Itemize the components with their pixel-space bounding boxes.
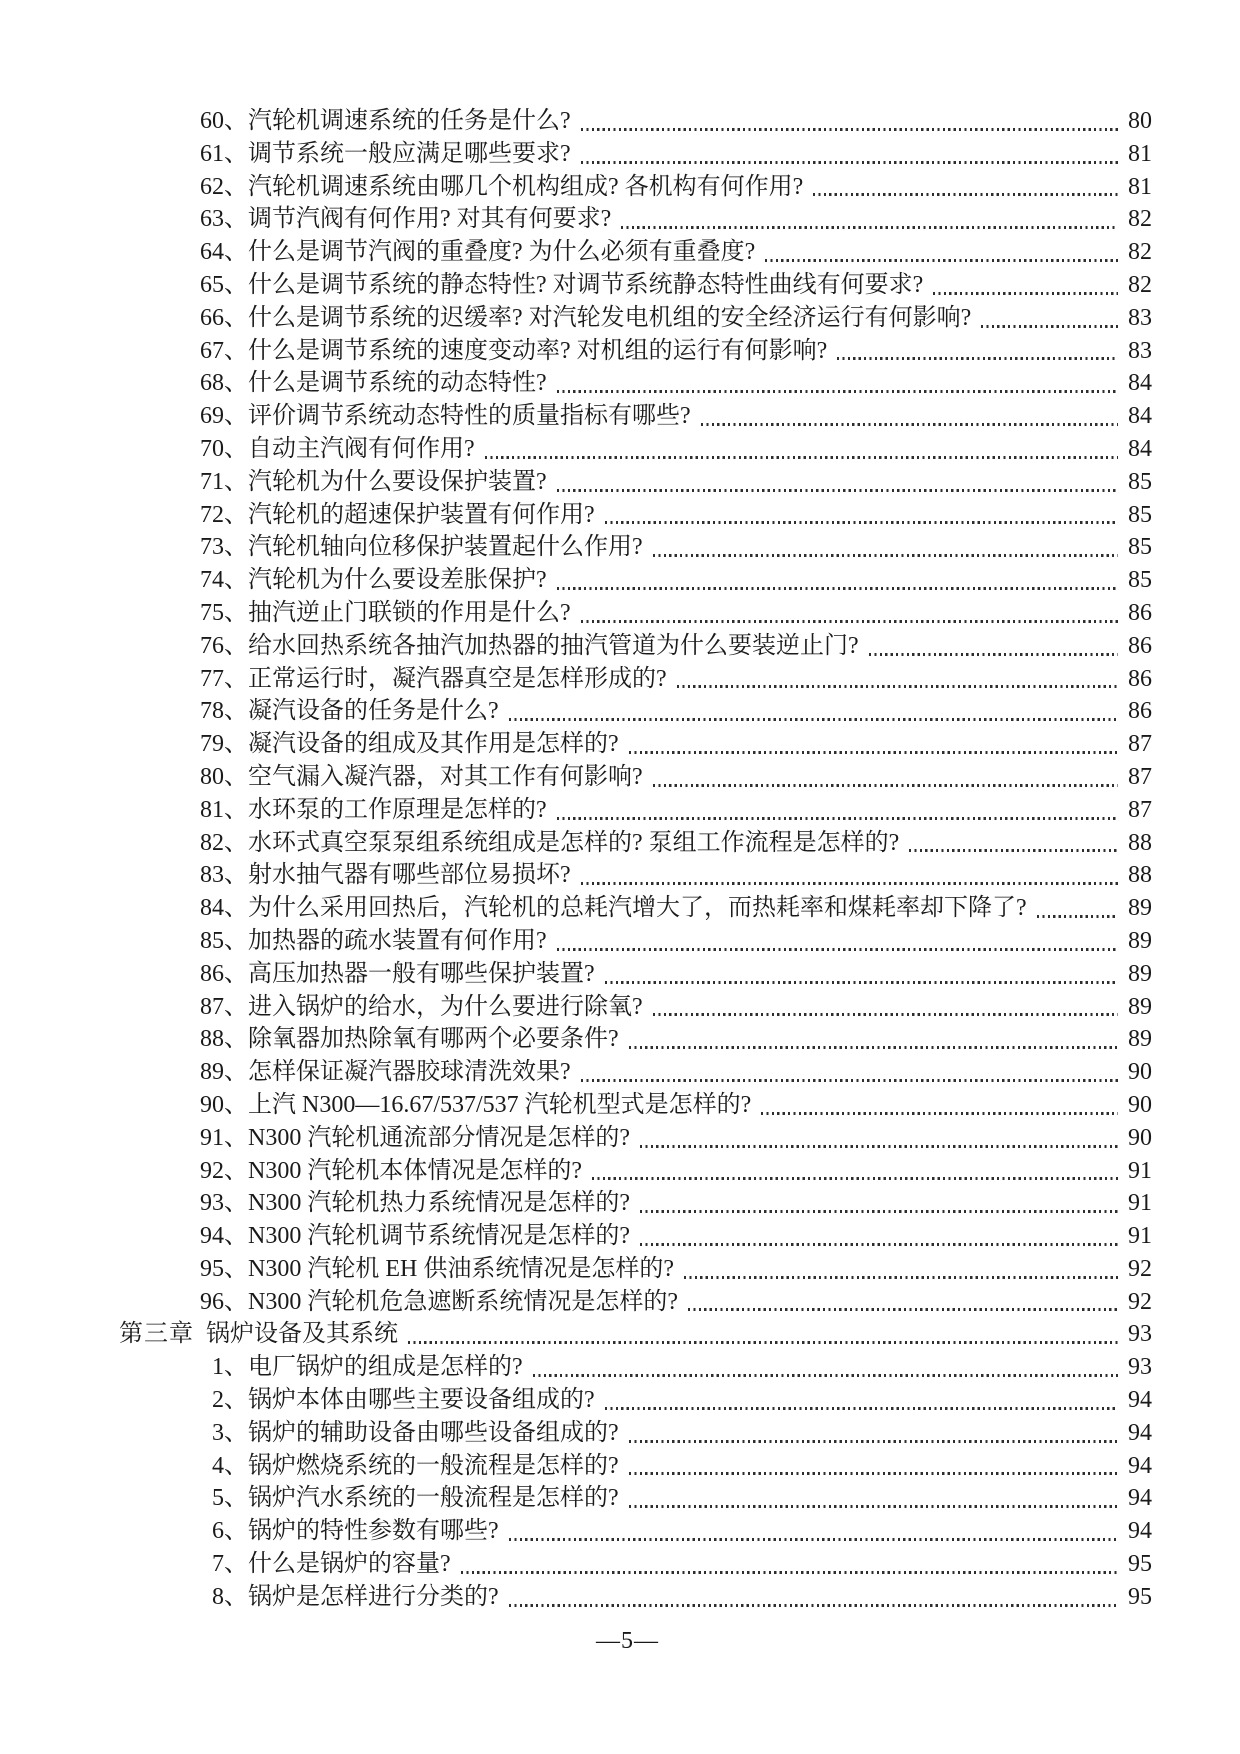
- dot-leader: [621, 226, 1118, 229]
- toc-entry: [103, 695, 1152, 728]
- toc-entry-number: 80、: [200, 763, 248, 790]
- toc-entry-page: 92: [1128, 1255, 1152, 1282]
- toc-entry-page: 85: [1128, 534, 1152, 561]
- toc-entry-title: 上汽 N300—16.67/537/537 汽轮机型式是怎样的?: [248, 1091, 752, 1118]
- dot-leader: [485, 456, 1118, 459]
- toc-entry-page: 83: [1128, 304, 1152, 331]
- toc-entry-page: 84: [1128, 370, 1152, 397]
- toc-entry-title: 电厂锅炉的组成是怎样的?: [248, 1354, 523, 1381]
- toc-entry-page: 85: [1128, 567, 1152, 594]
- toc-entry-title: N300 汽轮机本体情况是怎样的?: [248, 1157, 582, 1184]
- toc-entry: [103, 1286, 1152, 1319]
- toc-entry-page: 89: [1128, 993, 1152, 1020]
- toc-entry-number: 82、: [200, 829, 248, 856]
- toc-entry-page: 84: [1128, 403, 1152, 430]
- dot-leader: [629, 751, 1118, 754]
- toc-entry-number: 78、: [200, 698, 248, 725]
- toc-entry: [103, 859, 1152, 892]
- toc-entry-page: 81: [1128, 173, 1152, 200]
- toc-entry-page: 86: [1128, 665, 1152, 692]
- toc-entry-page: 91: [1128, 1190, 1152, 1217]
- toc-entry-number: 91、: [200, 1124, 248, 1151]
- dot-leader: [653, 1013, 1118, 1016]
- toc-entry-number: 69、: [200, 403, 248, 430]
- toc-entry-title: 怎样保证凝汽器胶球清洗效果?: [248, 1059, 571, 1086]
- toc-entry-page: 86: [1128, 632, 1152, 659]
- dot-leader: [629, 1505, 1118, 1508]
- dot-leader: [509, 1538, 1118, 1541]
- dot-leader: [581, 1079, 1118, 1082]
- toc-entry-number: 84、: [200, 895, 248, 922]
- toc-entry-title: 调节汽阀有何作用? 对其有何要求?: [248, 206, 612, 233]
- toc-entry-title: 锅炉本体由哪些主要设备组成的?: [248, 1387, 595, 1414]
- toc-entry-page: 82: [1128, 239, 1152, 266]
- toc-entry: [103, 367, 1152, 400]
- dot-leader: [557, 489, 1118, 492]
- toc-entry-title: 正常运行时，凝汽器真空是怎样形成的?: [248, 665, 667, 692]
- dot-leader: [933, 292, 1118, 295]
- toc-entry-number: 86、: [200, 960, 248, 987]
- toc-entry-title: 什么是锅炉的容量?: [248, 1551, 451, 1578]
- toc-entry-number: 75、: [200, 599, 248, 626]
- toc-entry-page: 87: [1128, 763, 1152, 790]
- toc-entry: [103, 531, 1152, 564]
- toc-entry-page: 83: [1128, 337, 1152, 364]
- toc-entry-title: N300 汽轮机热力系统情况是怎样的?: [248, 1190, 630, 1217]
- toc-entry: [103, 630, 1152, 663]
- toc-entry-title: N300 汽轮机通流部分情况是怎样的?: [248, 1124, 630, 1151]
- dot-leader: [605, 1407, 1118, 1410]
- toc-entry-title: 汽轮机的超速保护装置有何作用?: [248, 501, 595, 528]
- toc-entry-page: 88: [1128, 829, 1152, 856]
- toc-entry-page: 89: [1128, 1026, 1152, 1053]
- toc-entry-number: 96、: [200, 1288, 248, 1315]
- toc-entry: [103, 1384, 1152, 1417]
- dot-leader: [640, 1243, 1118, 1246]
- dot-leader: [557, 587, 1118, 590]
- toc-entry-number: 88、: [200, 1026, 248, 1053]
- toc-entry-title: N300 汽轮机 EH 供油系统情况是怎样的?: [248, 1255, 674, 1282]
- toc-entry: [103, 335, 1152, 368]
- toc-entry-title: 锅炉设备及其系统: [206, 1321, 398, 1348]
- toc-entry-page: 93: [1128, 1321, 1152, 1348]
- toc-entry: [103, 794, 1152, 827]
- dot-leader: [688, 1308, 1118, 1311]
- toc-entry-page: 92: [1128, 1288, 1152, 1315]
- dot-leader: [629, 1046, 1118, 1049]
- dot-leader: [557, 817, 1118, 820]
- dot-leader: [605, 981, 1118, 984]
- dot-leader: [1037, 915, 1118, 918]
- toc-entry: [103, 1581, 1152, 1614]
- toc-entry-title: 为什么采用回热后，汽轮机的总耗汽增大了，而热耗率和煤耗率却下降了?: [248, 895, 1027, 922]
- toc-entry: [103, 925, 1152, 958]
- toc-entry-title: N300 汽轮机调节系统情况是怎样的?: [248, 1223, 630, 1250]
- toc-entry: [103, 203, 1152, 236]
- toc-entry-number: 93、: [200, 1190, 248, 1217]
- toc-entry: [103, 171, 1152, 204]
- toc-entry-title: 锅炉的辅助设备由哪些设备组成的?: [248, 1419, 619, 1446]
- toc-entry-page: 89: [1128, 960, 1152, 987]
- toc-entry-title: 锅炉汽水系统的一般流程是怎样的?: [248, 1485, 619, 1512]
- toc-entry: [103, 1023, 1152, 1056]
- toc-entry-number: 83、: [200, 862, 248, 889]
- toc-entry-page: 89: [1128, 927, 1152, 954]
- toc-entry-number: 5、: [212, 1485, 248, 1512]
- toc-entry: [103, 1089, 1152, 1122]
- toc-entry: [103, 728, 1152, 761]
- toc-entry-title: 进入锅炉的给水，为什么要进行除氧?: [248, 993, 643, 1020]
- toc-entry-page: 91: [1128, 1157, 1152, 1184]
- toc-entry-page: 86: [1128, 698, 1152, 725]
- toc-entry: [103, 1253, 1152, 1286]
- toc-entry: [103, 1187, 1152, 1220]
- dot-leader: [765, 259, 1118, 262]
- page-number-footer: —5—: [596, 1627, 659, 1654]
- toc-entry-title: 高压加热器一般有哪些保护装置?: [248, 960, 595, 987]
- dot-leader: [909, 849, 1118, 852]
- toc-entry-title: 射水抽气器有哪些部位易损坏?: [248, 862, 571, 889]
- toc-entry: [103, 827, 1152, 860]
- toc-entry-page: 90: [1128, 1124, 1152, 1151]
- dot-leader: [677, 685, 1118, 688]
- dot-leader: [557, 948, 1118, 951]
- toc-entry-title: 水环式真空泵泵组系统组成是怎样的? 泵组工作流程是怎样的?: [248, 829, 900, 856]
- toc-entry: [103, 466, 1152, 499]
- toc-entry: [103, 1515, 1152, 1548]
- toc-entry-page: 84: [1128, 435, 1152, 462]
- toc-entry-page: 87: [1128, 796, 1152, 823]
- toc-entry-title: 抽汽逆止门联锁的作用是什么?: [248, 599, 571, 626]
- toc-entry-title: N300 汽轮机危急遮断系统情况是怎样的?: [248, 1288, 678, 1315]
- toc-entry-number: 70、: [200, 435, 248, 462]
- toc-entry: [103, 1417, 1152, 1450]
- dot-leader: [653, 554, 1118, 557]
- toc-entry-page: 90: [1128, 1059, 1152, 1086]
- toc-entry: [103, 236, 1152, 269]
- dot-leader: [581, 128, 1118, 131]
- toc-entry: [103, 1482, 1152, 1515]
- toc-entry-page: 90: [1128, 1091, 1152, 1118]
- dot-leader: [408, 1341, 1118, 1344]
- toc-entry-number: 74、: [200, 567, 248, 594]
- toc-entry-title: 汽轮机调速系统的任务是什么?: [248, 108, 571, 134]
- toc-entry-title: 锅炉的特性参数有哪些?: [248, 1518, 499, 1545]
- toc-entry-number: 77、: [200, 665, 248, 692]
- toc-entry: [103, 1450, 1152, 1483]
- toc-entry-title: 汽轮机轴向位移保护装置起什么作用?: [248, 534, 643, 561]
- toc-entry-number: 81、: [200, 796, 248, 823]
- toc-entry: [103, 761, 1152, 794]
- toc-entry-title: 水环泵的工作原理是怎样的?: [248, 796, 547, 823]
- toc-entry-number: 62、: [200, 173, 248, 200]
- toc-entry-number: 1、: [212, 1354, 248, 1381]
- dot-leader: [592, 1177, 1118, 1180]
- dot-leader: [629, 1440, 1118, 1443]
- toc-entry-title: 加热器的疏水装置有何作用?: [248, 927, 547, 954]
- toc-entry-number: 92、: [200, 1157, 248, 1184]
- toc-entry-page: 86: [1128, 599, 1152, 626]
- toc-entry-number: 64、: [200, 239, 248, 266]
- toc-entry-number: 第三章: [119, 1321, 194, 1348]
- toc-entry-page: 82: [1128, 271, 1152, 298]
- toc-entry-page: 95: [1128, 1583, 1152, 1610]
- toc-entry: [103, 302, 1152, 335]
- toc-entry-page: 85: [1128, 468, 1152, 495]
- toc-entry-number: 61、: [200, 140, 248, 167]
- dot-leader: [605, 521, 1118, 524]
- toc-entry: [103, 892, 1152, 925]
- dot-leader: [701, 423, 1118, 426]
- dot-leader: [684, 1276, 1118, 1279]
- toc-entry-number: 73、: [200, 534, 248, 561]
- toc-entry: [103, 1220, 1152, 1253]
- toc-entry-title: 自动主汽阀有何作用?: [248, 435, 475, 462]
- toc-entry-title: 汽轮机为什么要设保护装置?: [248, 468, 547, 495]
- toc-entry-title: 锅炉是怎样进行分类的?: [248, 1583, 499, 1610]
- toc-entry-title: 什么是调节系统的迟缓率? 对汽轮发电机组的安全经济运行有何影响?: [248, 304, 972, 331]
- toc-entry: [103, 105, 1152, 138]
- toc-entry-number: 79、: [200, 731, 248, 758]
- toc-entry: [103, 1548, 1152, 1581]
- toc-entry-number: 66、: [200, 304, 248, 331]
- toc-entry: [103, 499, 1152, 532]
- toc-entry-page: 82: [1128, 206, 1152, 233]
- toc-entry-title: 什么是调节系统的动态特性?: [248, 370, 547, 397]
- toc-entry-page: 81: [1128, 140, 1152, 167]
- toc-chapter-entry: [103, 1318, 1152, 1351]
- toc-entry-number: 6、: [212, 1518, 248, 1545]
- toc-entry-number: 76、: [200, 632, 248, 659]
- toc-entry-number: 2、: [212, 1387, 248, 1414]
- toc-entry-page: 94: [1128, 1518, 1152, 1545]
- toc-entry-title: 凝汽设备的任务是什么?: [248, 698, 499, 725]
- toc-entry: [103, 1351, 1152, 1384]
- toc-entry-number: 67、: [200, 337, 248, 364]
- toc-entry-page: 95: [1128, 1551, 1152, 1578]
- dot-leader: [813, 193, 1118, 196]
- toc-entry-number: 72、: [200, 501, 248, 528]
- toc-entry-page: 80: [1128, 108, 1152, 134]
- dot-leader: [461, 1571, 1118, 1574]
- toc-entry: [103, 663, 1152, 696]
- toc-entry-page: 94: [1128, 1419, 1152, 1446]
- toc-entry-page: 91: [1128, 1223, 1152, 1250]
- toc-entry: [103, 1122, 1152, 1155]
- toc-entry: [103, 1155, 1152, 1188]
- toc-entry-page: 93: [1128, 1354, 1152, 1381]
- toc-entry: [103, 433, 1152, 466]
- toc-entry-number: 68、: [200, 370, 248, 397]
- toc-entry-number: 90、: [200, 1091, 248, 1118]
- dot-leader: [581, 161, 1118, 164]
- toc-entry-number: 8、: [212, 1583, 248, 1610]
- toc-entry-number: 87、: [200, 993, 248, 1020]
- toc-entry-title: 汽轮机为什么要设差胀保护?: [248, 567, 547, 594]
- toc-entry-page: 89: [1128, 895, 1152, 922]
- toc-entry-number: 4、: [212, 1452, 248, 1479]
- toc-entry-page: 85: [1128, 501, 1152, 528]
- toc-entry-page: 94: [1128, 1485, 1152, 1512]
- toc-entry-title: 给水回热系统各抽汽加热器的抽汽管道为什么要装逆止门?: [248, 632, 859, 659]
- toc-entry: [103, 269, 1152, 302]
- toc-entry-page: 87: [1128, 731, 1152, 758]
- dot-leader: [509, 718, 1118, 721]
- toc-entry-number: 71、: [200, 468, 248, 495]
- dot-leader: [533, 1374, 1118, 1377]
- toc-entry-number: 89、: [200, 1059, 248, 1086]
- toc-entry-number: 3、: [212, 1419, 248, 1446]
- toc-entry-page: 88: [1128, 862, 1152, 889]
- dot-leader: [640, 1210, 1118, 1213]
- dot-leader: [509, 1604, 1118, 1607]
- toc-list: [103, 105, 1152, 1614]
- toc-entry-title: 调节系统一般应满足哪些要求?: [248, 140, 571, 167]
- dot-leader: [629, 1472, 1118, 1475]
- toc-entry: [103, 597, 1152, 630]
- toc-entry: [103, 991, 1152, 1024]
- toc-entry-title: 什么是调节系统的静态特性? 对调节系统静态特性曲线有何要求?: [248, 271, 924, 298]
- dot-leader: [653, 784, 1118, 787]
- toc-entry-title: 空气漏入凝汽器，对其工作有何影响?: [248, 763, 643, 790]
- toc-entry: [103, 564, 1152, 597]
- dot-leader: [981, 325, 1118, 328]
- dot-leader: [581, 620, 1118, 623]
- toc-entry-number: 65、: [200, 271, 248, 298]
- toc-entry: [103, 400, 1152, 433]
- dot-leader: [837, 357, 1118, 360]
- toc-entry-title: 汽轮机调速系统由哪几个机构组成? 各机构有何作用?: [248, 173, 804, 200]
- dot-leader: [640, 1145, 1118, 1148]
- toc-entry-number: 63、: [200, 206, 248, 233]
- dot-leader: [581, 882, 1118, 885]
- dot-leader: [869, 653, 1118, 656]
- toc-entry: [103, 1056, 1152, 1089]
- toc-entry-title: 凝汽设备的组成及其作用是怎样的?: [248, 731, 619, 758]
- toc-entry-title: 锅炉燃烧系统的一般流程是怎样的?: [248, 1452, 619, 1479]
- toc-entry-number: 60、: [200, 108, 248, 134]
- toc-entry-number: 7、: [212, 1551, 248, 1578]
- toc-entry: [103, 138, 1152, 171]
- toc-entry-number: 94、: [200, 1223, 248, 1250]
- toc-entry-number: 95、: [200, 1255, 248, 1282]
- dot-leader: [557, 390, 1118, 393]
- toc-entry-title: 除氧器加热除氧有哪两个必要条件?: [248, 1026, 619, 1053]
- toc-entry-page: 94: [1128, 1452, 1152, 1479]
- toc-entry-title: 评价调节系统动态特性的质量指标有哪些?: [248, 403, 691, 430]
- toc-entry-number: 85、: [200, 927, 248, 954]
- toc-entry: [103, 958, 1152, 991]
- toc-entry-title: 什么是调节汽阀的重叠度? 为什么必须有重叠度?: [248, 239, 756, 266]
- dot-leader: [761, 1112, 1118, 1115]
- toc-entry-page: 94: [1128, 1387, 1152, 1414]
- toc-entry-title: 什么是调节系统的速度变动率? 对机组的运行有何影响?: [248, 337, 828, 364]
